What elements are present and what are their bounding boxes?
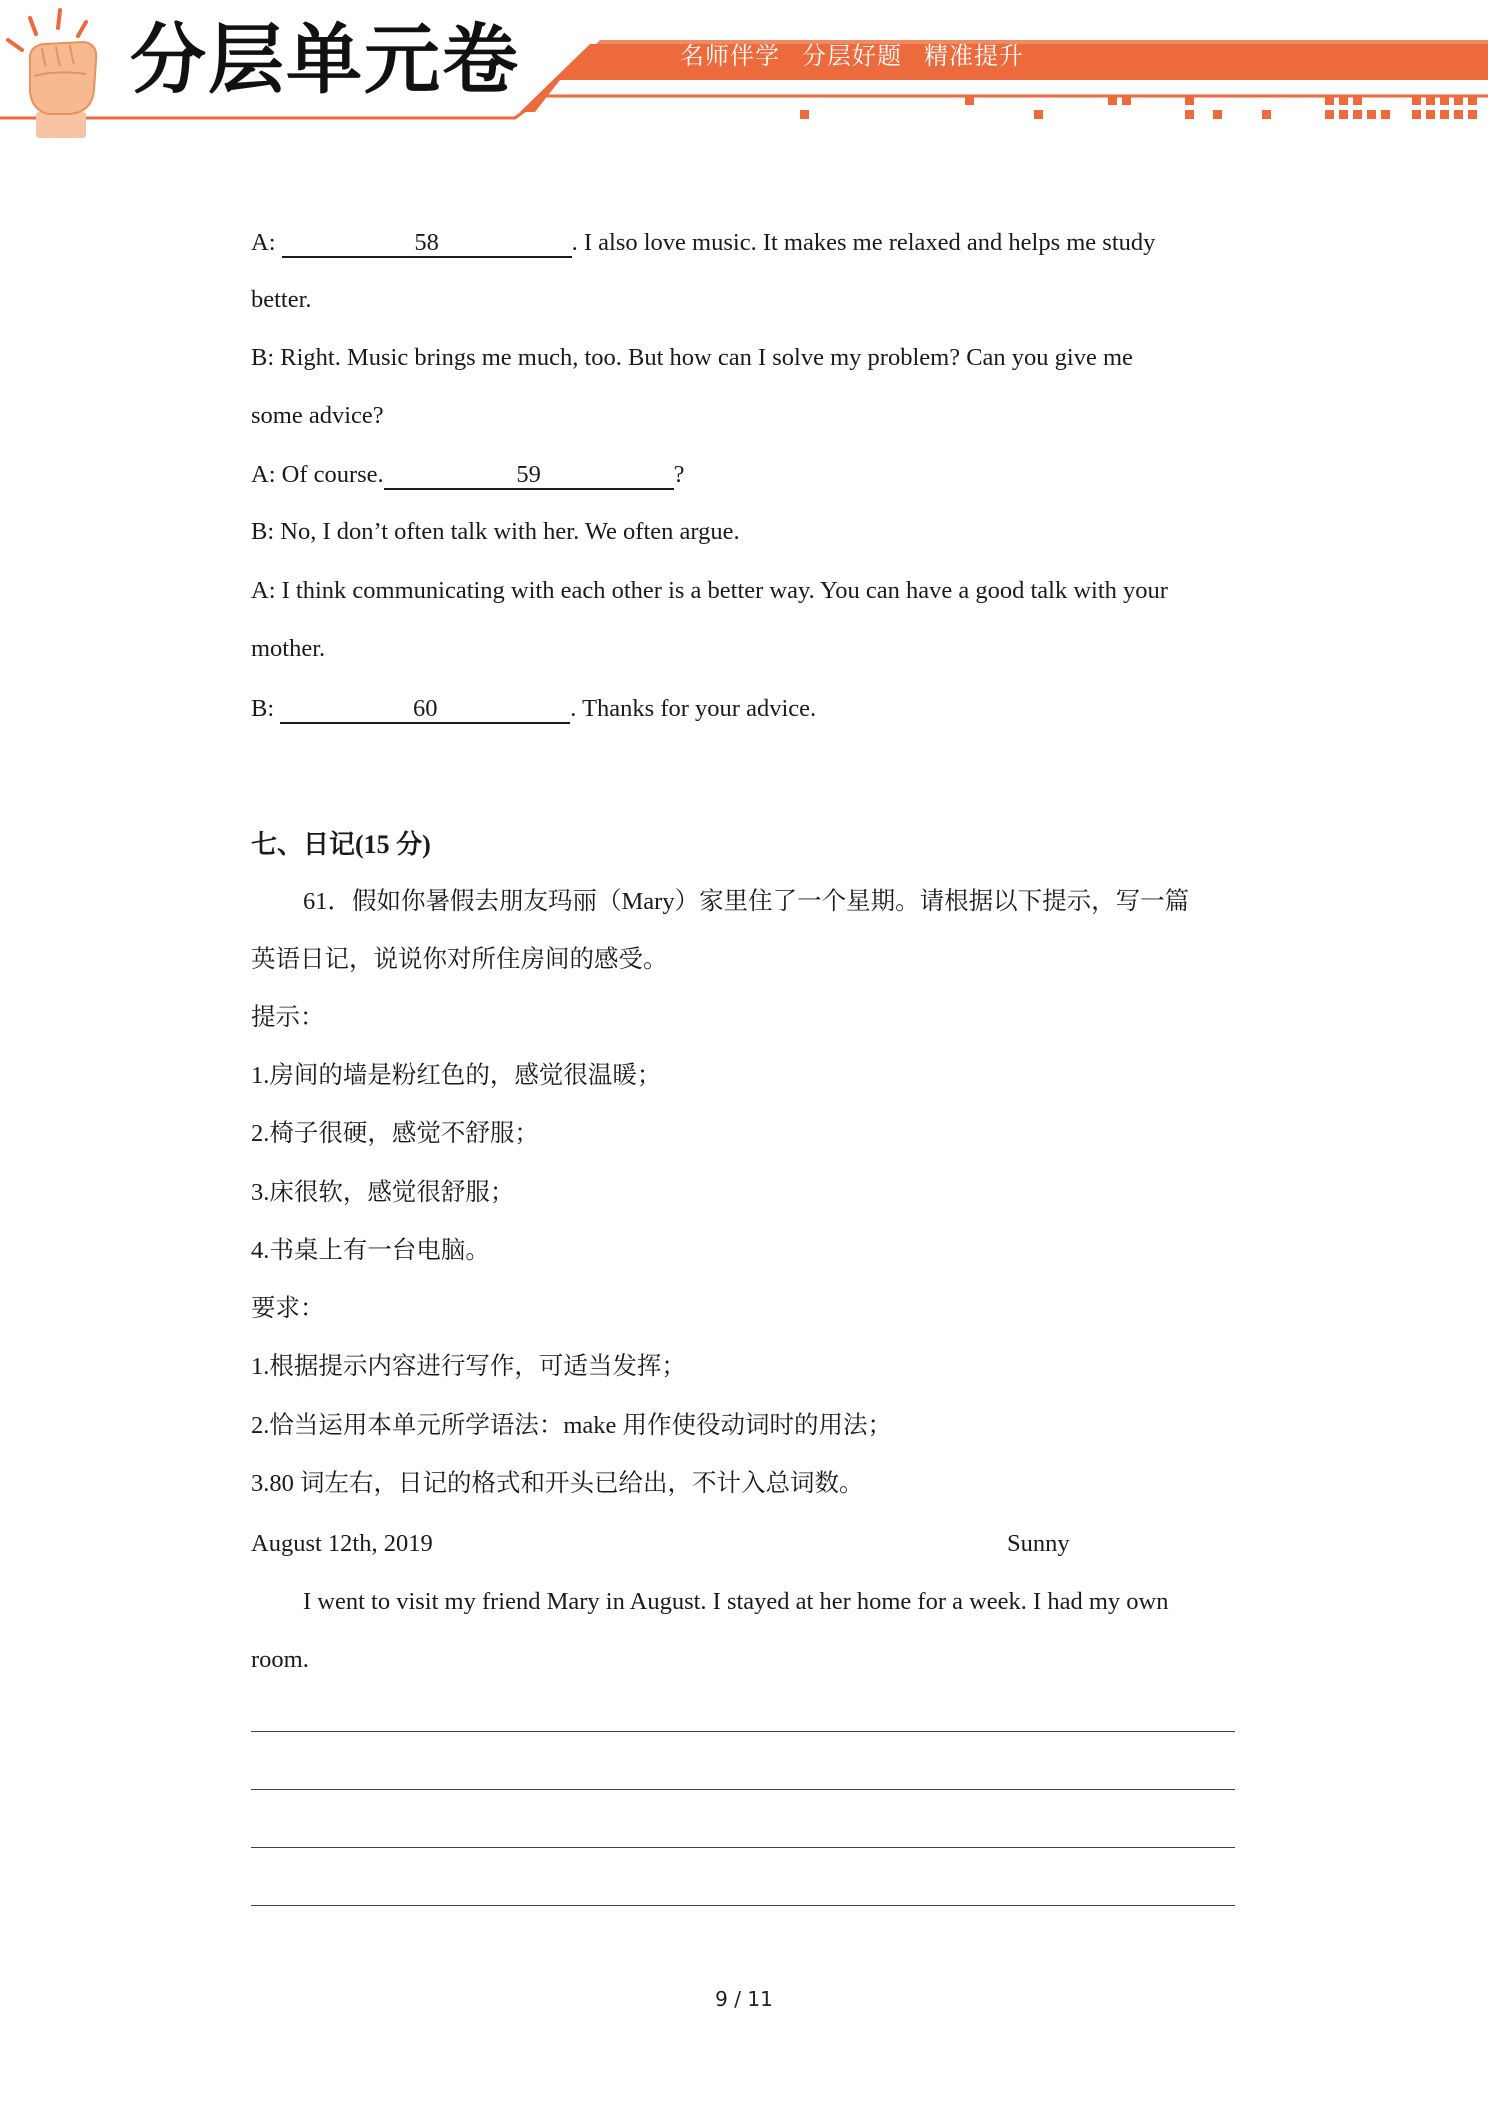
hint-item: 3.床很软，感觉很舒服； <box>251 1179 515 1206</box>
dialogue-line-8: mother. <box>251 635 326 662</box>
decor-squares <box>800 96 1477 119</box>
requirements-label: 要求： <box>251 1295 325 1322</box>
requirement-item: 3.80 词左右，日记的格式和开头已给出，不计入总词数。 <box>251 1470 864 1497</box>
header-slogans <box>680 44 1046 68</box>
hints-label: 提示： <box>251 1004 325 1031</box>
question-text-line-2: 英语日记，说说你对所住房间的感受。 <box>251 946 668 973</box>
writing-line[interactable] <box>251 1731 1235 1732</box>
hint-item: 4.书桌上有一台电脑。 <box>251 1237 490 1264</box>
dialogue-line-4: some advice? <box>251 402 384 429</box>
page-number: 9 / 11 <box>715 1987 773 2011</box>
brand-title: 分层单元卷 <box>130 15 520 104</box>
section-title: 七、日记(15 分) <box>251 830 431 859</box>
diary-weather: Sunny <box>1007 1530 1070 1557</box>
page-header <box>0 0 1488 150</box>
answer-blank-59: 59 <box>384 462 674 490</box>
slogan-3: 精准提升 <box>924 42 1024 70</box>
dialogue-line-1: A: 58 . I also love music. It makes me relaxed and helps me study <box>251 229 1156 256</box>
question-text-line-1: 61．假如你暑假去朋友玛丽（Mary）家里住了一个星期。请根据以下提示，写一篇 <box>303 888 1190 915</box>
requirement-item: 2.恰当运用本单元所学语法：make 用作使役动词时的用法； <box>251 1412 893 1439</box>
diary-date: August 12th, 2019 <box>251 1530 433 1557</box>
writing-line[interactable] <box>251 1905 1235 1906</box>
dialogue-line-2: better. <box>251 286 312 313</box>
dialogue-line-3: B: Right. Music brings me much, too. But how can I solve my problem? Can you give me <box>251 344 1133 371</box>
dialogue-line-5: A: Of course. 59 ? <box>251 461 685 488</box>
hint-item: 2.椅子很硬，感觉不舒服； <box>251 1120 539 1147</box>
diary-opening-line-1: I went to visit my friend Mary in August. I stayed at her home for a week. I had my own <box>303 1588 1169 1615</box>
writing-line[interactable] <box>251 1847 1235 1848</box>
slogan-2: 分层好题 <box>802 42 902 70</box>
dialogue-line-6: B: No, I don’t often talk with her. We often argue. <box>251 518 740 545</box>
dialogue-line-9: B: 60 . Thanks for your advice. <box>251 695 817 722</box>
writing-line[interactable] <box>251 1789 1235 1790</box>
answer-blank-60: 60 <box>280 696 570 724</box>
slogan-1: 名师伴学 <box>680 42 780 70</box>
answer-blank-58: 58 <box>282 230 572 258</box>
hint-item: 1.房间的墙是粉红色的，感觉很温暖； <box>251 1062 662 1089</box>
dialogue-line-7: A: I think communicating with each other is a better way. You can have a good talk with your <box>251 577 1168 604</box>
requirement-item: 1.根据提示内容进行写作，可适当发挥； <box>251 1353 686 1380</box>
diary-opening-line-2: room. <box>251 1646 309 1673</box>
